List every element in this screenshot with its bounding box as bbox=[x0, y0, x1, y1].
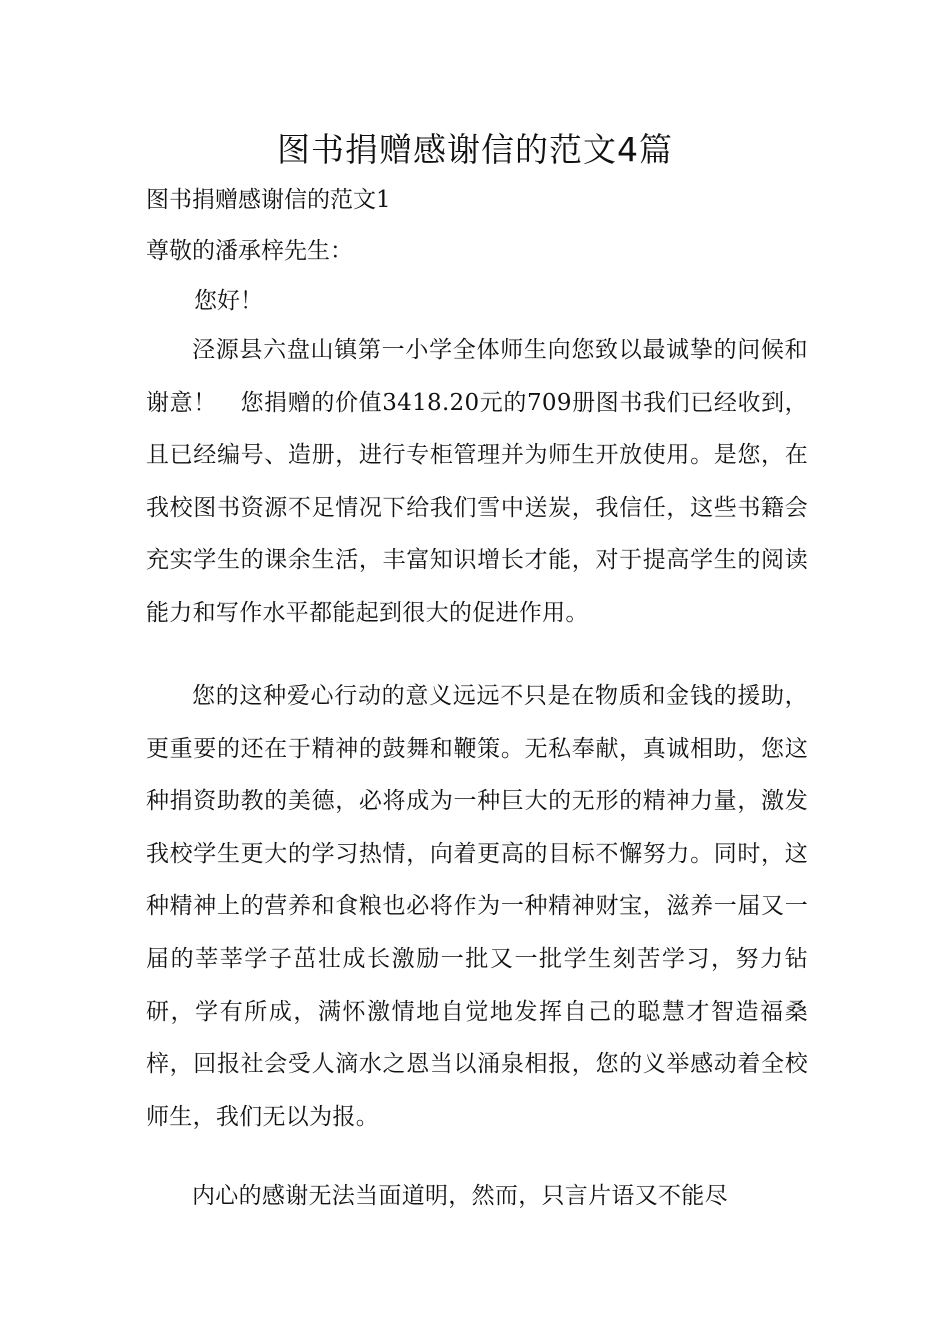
section-heading: 图书捐赠感谢信的范文1 bbox=[146, 187, 391, 213]
paragraph-3: 内心的感谢无法当面道明，然而，只言片语又不能尽 bbox=[192, 1183, 728, 1209]
paragraph-1: 泾源县六盘山镇第一小学全体师生向您致以最诚挚的问候和谢意！ 您捐赠的价值3418.20元的709册图书我们已经收到，且已经编号、造册，进行专柜管理并为师生开放使用。是您，在我校图书资源不足情况下给我们雪中送炭，我信任，这些书籍会充实学生的课余生活，丰富知识增长才能，对于提高学生的阅读能力和写作水平都能起到很大的促进作用。 bbox=[146, 337, 808, 626]
salutation: 尊敬的潘承梓先生： bbox=[146, 238, 353, 264]
document-title: 图书捐赠感谢信的范文4篇 bbox=[277, 130, 673, 169]
paragraph-2: 您的这种爱心行动的意义远远不只是在物质和金钱的援助，更重要的还在于精神的鼓舞和鞭策。无私奉献，真诚相助，您这种捐资助教的美德，必将成为一种巨大的无形的精神力量，激发我校学生更大的学习热情，向着更高的目标不懈努力。同时，这种精神上的营养和食粮也必将作为一种精神财宝，滋养一届又一届的莘莘学子茁壮成长激励一批又一批学生刻苦学习，努力钻研，学有所成，满怀激情地自觉地发挥自己的聪慧才智造福桑梓，回报社会受人滴水之恩当以涌泉相报，您的义举感动着全校师生，我们无以为报。 bbox=[146, 683, 808, 1130]
greeting: 您好！ bbox=[194, 288, 263, 314]
